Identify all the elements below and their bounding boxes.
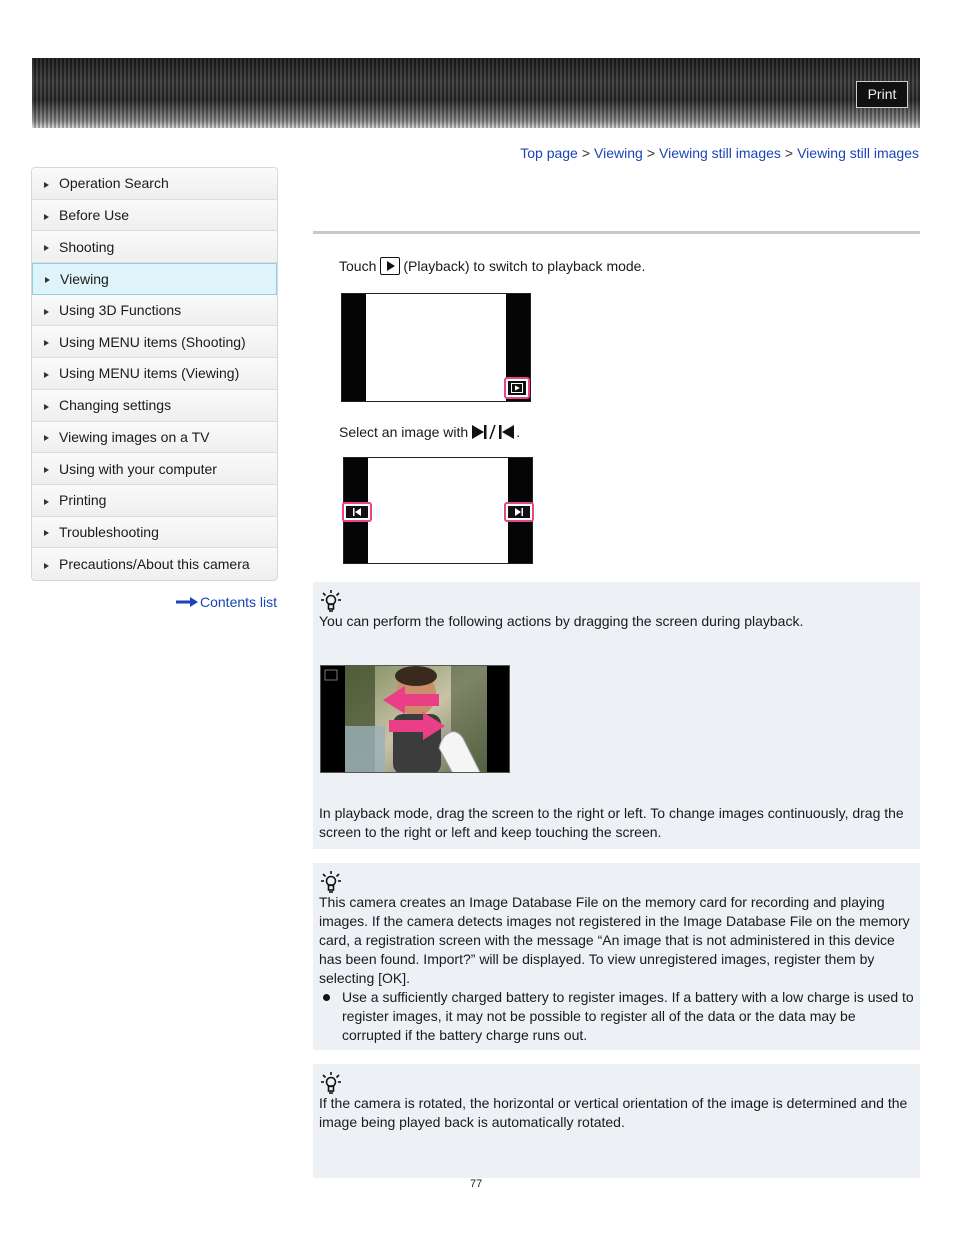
arrow-right-icon bbox=[44, 435, 49, 441]
playback-button-highlight bbox=[504, 377, 530, 399]
sidebar-item-label: Using 3D Functions bbox=[59, 302, 182, 319]
previous-button-highlight bbox=[342, 502, 372, 522]
sidebar-nav bbox=[31, 167, 278, 581]
sidebar-item-label: Troubleshooting bbox=[59, 523, 159, 540]
sidebar-item-troubleshooting[interactable] bbox=[32, 517, 277, 549]
step-1-after: (Playback) to switch to playback mode. bbox=[403, 258, 646, 274]
step-2-after: . bbox=[516, 424, 521, 440]
step-1-before: Touch bbox=[339, 258, 377, 274]
arrow-right-icon bbox=[45, 277, 50, 283]
tip-database-content bbox=[319, 893, 916, 1045]
arrow-right-icon bbox=[44, 530, 49, 536]
sidebar-item-label: Viewing images on a TV bbox=[59, 428, 210, 445]
next-previous-icon bbox=[472, 424, 516, 440]
arrow-right-icon bbox=[44, 309, 49, 315]
tip-box-database bbox=[313, 863, 920, 1050]
tip-database-bullet bbox=[319, 988, 916, 1045]
breadcrumb-viewing[interactable]: Viewing bbox=[594, 145, 643, 161]
sidebar-item-label: Before Use bbox=[59, 207, 130, 224]
sidebar-item-menu-viewing[interactable] bbox=[32, 358, 277, 390]
arrow-right-icon bbox=[44, 245, 49, 251]
arrow-right-icon bbox=[44, 182, 49, 188]
sidebar-item-label: Using with your computer bbox=[59, 460, 217, 477]
arrow-right-icon bbox=[44, 340, 49, 346]
sidebar-item-printing[interactable] bbox=[32, 485, 277, 517]
sidebar-item-label: Changing settings bbox=[59, 397, 172, 414]
tip-drag-text: You can perform the following actions by dragging the screen during playback. bbox=[319, 613, 804, 629]
tip-box-rotation bbox=[313, 1064, 920, 1178]
tip-drag-caption: In playback mode, drag the screen to the right or left. To change images continuously, drag the screen to the right or left and keep touching the screen. bbox=[319, 805, 904, 840]
drag-gesture-image bbox=[321, 666, 510, 773]
play-icon bbox=[511, 383, 523, 393]
arrow-right-icon bbox=[44, 214, 49, 220]
playback-screen-illustration bbox=[341, 293, 531, 402]
sidebar-item-3d-functions[interactable] bbox=[32, 295, 277, 327]
contents-list-link[interactable] bbox=[176, 594, 277, 610]
tip-database-text: This camera creates an Image Database File on the memory card for recording and playing images. If the camera detects images not registered in the Image Database File on the memory card, a registration screen with the message “An image that is not administered in this device has been found. Import?” will be displayed. To view unregistered images, register them by selecting [OK]. bbox=[319, 894, 910, 986]
step-2-before: Select an image with bbox=[339, 424, 469, 440]
breadcrumb bbox=[520, 145, 919, 161]
breadcrumb-separator: > bbox=[581, 145, 591, 161]
sidebar-item-menu-shooting[interactable] bbox=[32, 326, 277, 358]
page-number: 77 bbox=[470, 1178, 483, 1190]
title-divider bbox=[313, 231, 920, 234]
sidebar-item-label: Printing bbox=[59, 492, 107, 509]
sidebar-item-viewing-on-tv[interactable] bbox=[32, 422, 277, 454]
image-select-screen-illustration bbox=[343, 457, 533, 564]
step-1-text bbox=[339, 257, 645, 275]
arrow-right-icon bbox=[44, 563, 49, 569]
sidebar-item-before-use[interactable] bbox=[32, 200, 277, 232]
sidebar-item-precautions[interactable] bbox=[32, 548, 277, 580]
arrow-right-icon bbox=[44, 467, 49, 473]
sidebar-item-label: Viewing bbox=[60, 270, 109, 287]
sidebar-item-label: Using MENU items (Shooting) bbox=[59, 333, 246, 350]
step-2-text bbox=[339, 424, 520, 440]
arrow-right-icon bbox=[44, 404, 49, 410]
sidebar-item-label: Shooting bbox=[59, 238, 115, 255]
sidebar-item-shooting[interactable] bbox=[32, 231, 277, 263]
tip-rotation-text: If the camera is rotated, the horizontal or vertical orientation of the image is determined and the image being played back is automatically rotated. bbox=[319, 1095, 908, 1130]
arrow-right-icon bbox=[44, 372, 49, 378]
tip-database-bullet-text: Use a sufficiently charged battery to register images. If a battery with a low charge is used to register images, it may not be possible to register all of the data or the data may be corrupted if the battery charge runs out. bbox=[342, 989, 914, 1043]
bullet-icon bbox=[323, 994, 330, 1001]
arrow-right-icon bbox=[176, 597, 198, 607]
lightbulb-icon bbox=[321, 590, 341, 612]
sidebar-item-changing-settings[interactable] bbox=[32, 390, 277, 422]
sidebar-item-label: Operation Search bbox=[59, 175, 169, 192]
sidebar-item-viewing[interactable] bbox=[32, 263, 277, 295]
breadcrumb-top-page[interactable]: Top page bbox=[520, 145, 578, 161]
sidebar-item-label: Using MENU items (Viewing) bbox=[59, 365, 240, 382]
playback-icon bbox=[380, 257, 400, 275]
breadcrumb-current[interactable]: Viewing still images bbox=[797, 145, 919, 161]
sidebar-item-operation-search[interactable] bbox=[32, 168, 277, 200]
breadcrumb-separator: > bbox=[646, 145, 655, 161]
next-icon bbox=[513, 508, 525, 516]
breadcrumb-separator: > bbox=[784, 145, 794, 161]
contents-list-label: Contents list bbox=[200, 594, 278, 610]
print-button[interactable]: Print bbox=[856, 81, 908, 108]
previous-icon bbox=[351, 508, 363, 516]
sidebar-item-label: Precautions/About this camera bbox=[59, 556, 250, 573]
lightbulb-icon bbox=[321, 871, 341, 893]
sidebar-item-computer[interactable] bbox=[32, 453, 277, 485]
lightbulb-icon bbox=[321, 1072, 341, 1094]
header-bar bbox=[32, 58, 920, 128]
next-button-highlight bbox=[504, 502, 534, 522]
breadcrumb-viewing-still-images[interactable]: Viewing still images bbox=[659, 145, 781, 161]
arrow-right-icon bbox=[44, 499, 49, 505]
drag-screen-photo bbox=[320, 665, 510, 773]
